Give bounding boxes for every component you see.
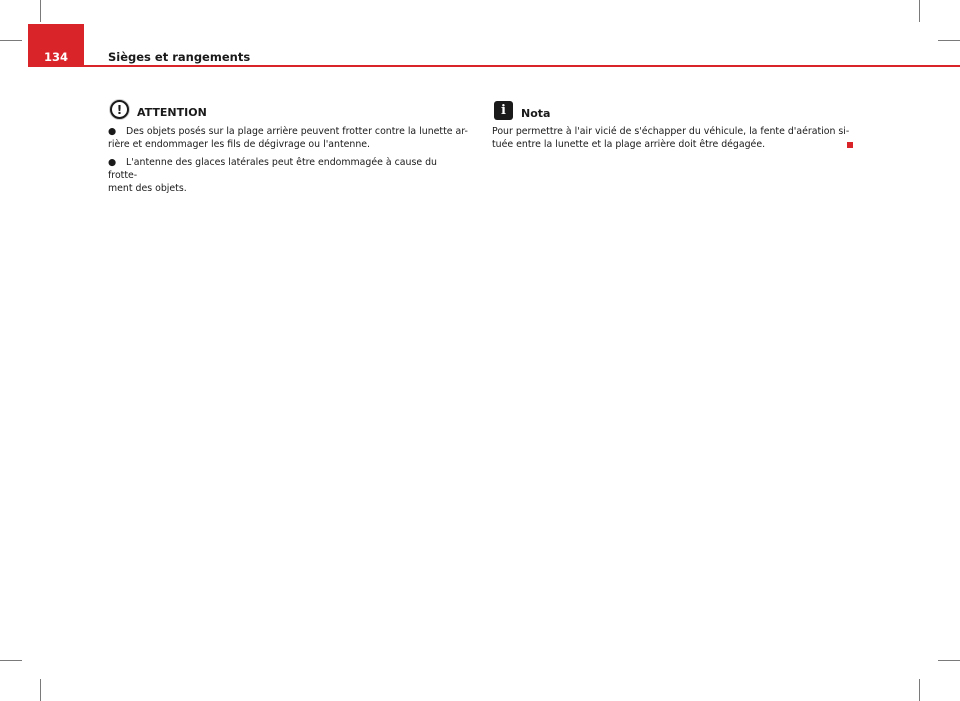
crop-mark bbox=[40, 0, 41, 22]
bullet-icon: ● bbox=[108, 126, 117, 137]
crop-mark bbox=[0, 660, 22, 661]
note-body: Pour permettre à l'air vicié de s'échapper du véhicule, la fente d'aération si- tuée entre la lunette et la plage arrière doit être dégagée. bbox=[492, 126, 850, 150]
warning-title: ATTENTION bbox=[137, 106, 207, 119]
crop-mark bbox=[938, 40, 960, 41]
header-rule bbox=[28, 65, 960, 67]
crop-mark bbox=[919, 679, 920, 701]
crop-mark bbox=[919, 0, 920, 22]
note-title: Nota bbox=[521, 107, 551, 120]
warning-header bbox=[110, 100, 207, 119]
end-of-section-marker bbox=[847, 142, 853, 148]
section-title: Sièges et rangements bbox=[108, 50, 251, 64]
warning-item: ● L'antenne des glaces latérales peut être endommagée à cause du frotte- ment des objets. bbox=[108, 157, 437, 194]
exclamation-circle-icon: ! bbox=[110, 100, 129, 119]
bullet-icon: ● bbox=[108, 157, 117, 168]
info-icon: i bbox=[494, 101, 513, 120]
warning-item: ● Des objets posés sur la plage arrière peuvent frotter contre la lunette ar- rière et endommager les fils de dégivrage ou l'antenne. bbox=[108, 126, 468, 150]
warning-body bbox=[108, 125, 468, 200]
note-header bbox=[494, 101, 550, 120]
crop-mark bbox=[0, 40, 22, 41]
crop-mark bbox=[40, 679, 41, 701]
page-number: 134 bbox=[43, 50, 68, 64]
crop-mark bbox=[938, 660, 960, 661]
